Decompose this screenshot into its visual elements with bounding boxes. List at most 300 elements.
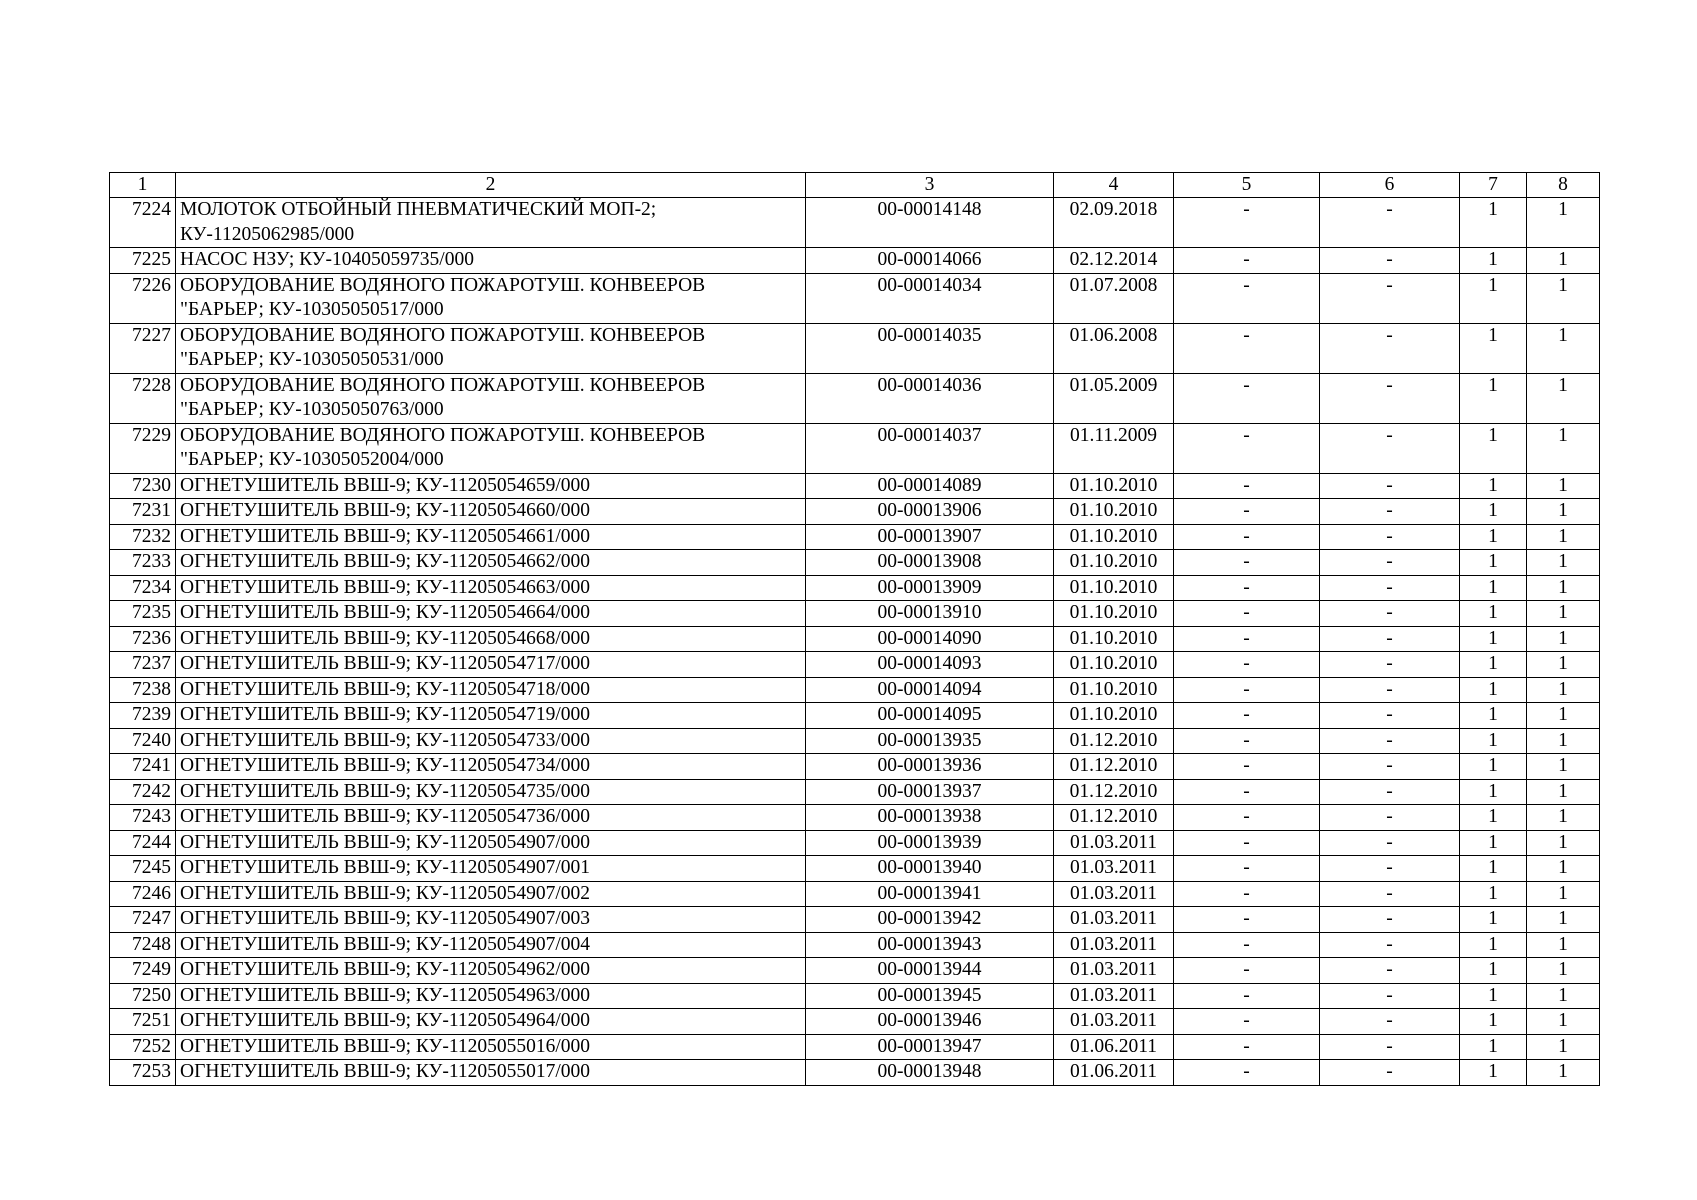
inventory-code-cell: 00-00013940: [806, 856, 1054, 882]
table-row: [110, 550, 1600, 576]
date-cell: 01.10.2010: [1054, 703, 1174, 729]
row-number-cell: 7227: [110, 323, 176, 373]
row-number-cell: 7250: [110, 983, 176, 1009]
item-name-line: ОГНЕТУШИТЕЛЬ ВВШ-9; КУ-11205054907/004: [180, 933, 591, 955]
inventory-code-cell: 00-00014034: [806, 273, 1054, 323]
col7-cell: 1: [1460, 323, 1527, 373]
col5-cell: -: [1174, 323, 1320, 373]
col8-cell: 1: [1527, 703, 1600, 729]
inventory-code-cell: 00-00013910: [806, 601, 1054, 627]
item-name-line: ОГНЕТУШИТЕЛЬ ВВШ-9; КУ-11205054718/000: [180, 678, 591, 700]
col6-cell: -: [1320, 1034, 1460, 1060]
date-cell: 01.03.2011: [1054, 958, 1174, 984]
inventory-code-cell: 00-00013937: [806, 779, 1054, 805]
col7-cell: 1: [1460, 626, 1527, 652]
col5-cell: -: [1174, 779, 1320, 805]
row-number-cell: 7249: [110, 958, 176, 984]
item-name-cell: [176, 932, 806, 958]
col8-cell: 1: [1527, 1009, 1600, 1035]
col6-cell: -: [1320, 323, 1460, 373]
col7-cell: 1: [1460, 907, 1527, 933]
inventory-code-cell: 00-00013936: [806, 754, 1054, 780]
header-row: [110, 173, 1600, 198]
col5-cell: -: [1174, 524, 1320, 550]
table-row: [110, 473, 1600, 499]
col6-cell: -: [1320, 907, 1460, 933]
row-number-cell: 7231: [110, 499, 176, 525]
inventory-code-cell: 00-00013908: [806, 550, 1054, 576]
item-name-line: ОГНЕТУШИТЕЛЬ ВВШ-9; КУ-11205054907/001: [180, 857, 591, 878]
table-row: [110, 248, 1600, 274]
table-row: [110, 677, 1600, 703]
col6-cell: -: [1320, 932, 1460, 958]
item-name-line: ОБОРУДОВАНИЕ ВОДЯНОГО ПОЖАРОТУШ. КОНВЕЕРОВ: [180, 424, 706, 446]
inventory-code-cell: 00-00013939: [806, 830, 1054, 856]
col7-cell: 1: [1460, 198, 1527, 248]
date-cell: 01.03.2011: [1054, 881, 1174, 907]
date-cell: 01.12.2010: [1054, 728, 1174, 754]
row-number-cell: 7232: [110, 524, 176, 550]
col5-cell: -: [1174, 805, 1320, 831]
inventory-code-cell: 00-00013944: [806, 958, 1054, 984]
item-name-cell: [176, 198, 806, 248]
document-page: [109, 172, 1599, 1086]
item-name-line: ОГНЕТУШИТЕЛЬ ВВШ-9; КУ-11205054663/000: [180, 576, 591, 598]
col8-cell: 1: [1527, 550, 1600, 576]
item-name-line: "БАРЬЕР; КУ-10305050763/000: [180, 399, 444, 420]
item-name-line: ОБОРУДОВАНИЕ ВОДЯНОГО ПОЖАРОТУШ. КОНВЕЕРОВ: [180, 274, 706, 296]
table-row: [110, 856, 1600, 882]
col6-cell: -: [1320, 524, 1460, 550]
date-cell: 01.03.2011: [1054, 983, 1174, 1009]
inventory-code-cell: 00-00013945: [806, 983, 1054, 1009]
col7-cell: 1: [1460, 958, 1527, 984]
item-name-cell: [176, 273, 806, 323]
col6-cell: -: [1320, 1009, 1460, 1035]
col7-cell: 1: [1460, 601, 1527, 627]
item-name-cell: [176, 983, 806, 1009]
date-cell: 01.03.2011: [1054, 830, 1174, 856]
col5-cell: -: [1174, 373, 1320, 423]
col7-cell: 1: [1460, 550, 1527, 576]
table-row: [110, 728, 1600, 754]
col8-cell: 1: [1527, 728, 1600, 754]
item-name-cell: [176, 1034, 806, 1060]
col6-cell: -: [1320, 499, 1460, 525]
col7-cell: 1: [1460, 677, 1527, 703]
col5-cell: -: [1174, 1034, 1320, 1060]
date-cell: 01.06.2008: [1054, 323, 1174, 373]
item-name-line: ОГНЕТУШИТЕЛЬ ВВШ-9; КУ-11205054734/000: [180, 755, 591, 776]
col6-cell: -: [1320, 805, 1460, 831]
row-number-cell: 7236: [110, 626, 176, 652]
table-row: [110, 1060, 1600, 1086]
table-row: [110, 626, 1600, 652]
col5-cell: -: [1174, 703, 1320, 729]
inventory-code-cell: 00-00013941: [806, 881, 1054, 907]
col5-cell: -: [1174, 677, 1320, 703]
col6-cell: -: [1320, 652, 1460, 678]
date-cell: 02.09.2018: [1054, 198, 1174, 248]
item-name-line: ОГНЕТУШИТЕЛЬ ВВШ-9; КУ-11205055017/000: [180, 1061, 591, 1082]
item-name-cell: [176, 248, 806, 274]
inventory-code-cell: 00-00014090: [806, 626, 1054, 652]
item-name-line: ОГНЕТУШИТЕЛЬ ВВШ-9; КУ-11205054664/000: [180, 602, 591, 623]
date-cell: 01.05.2009: [1054, 373, 1174, 423]
item-name-cell: [176, 805, 806, 831]
header-cell-4: 4: [1054, 173, 1174, 198]
item-name-line: ОГНЕТУШИТЕЛЬ ВВШ-9; КУ-11205054962/000: [180, 959, 591, 980]
item-name-line: МОЛОТОК ОТБОЙНЫЙ ПНЕВМАТИЧЕСКИЙ МОП-2;: [180, 199, 657, 220]
date-cell: 01.10.2010: [1054, 499, 1174, 525]
item-name-line: ОГНЕТУШИТЕЛЬ ВВШ-9; КУ-11205054907/000: [180, 831, 591, 853]
item-name-line: ОГНЕТУШИТЕЛЬ ВВШ-9; КУ-11205054659/000: [180, 474, 591, 496]
inventory-code-cell: 00-00014035: [806, 323, 1054, 373]
col7-cell: 1: [1460, 983, 1527, 1009]
row-number-cell: 7224: [110, 198, 176, 248]
row-number-cell: 7238: [110, 677, 176, 703]
row-number-cell: 7253: [110, 1060, 176, 1086]
row-number-cell: 7226: [110, 273, 176, 323]
table-row: [110, 703, 1600, 729]
row-number-cell: 7240: [110, 728, 176, 754]
col7-cell: 1: [1460, 248, 1527, 274]
col5-cell: -: [1174, 626, 1320, 652]
inventory-code-cell: 00-00013947: [806, 1034, 1054, 1060]
col7-cell: 1: [1460, 1009, 1527, 1035]
col7-cell: 1: [1460, 881, 1527, 907]
item-name-line: ОГНЕТУШИТЕЛЬ ВВШ-9; КУ-11205054907/002: [180, 882, 591, 904]
table-row: [110, 779, 1600, 805]
item-name-cell: [176, 830, 806, 856]
item-name-cell: [176, 499, 806, 525]
row-number-cell: 7244: [110, 830, 176, 856]
col6-cell: -: [1320, 779, 1460, 805]
col6-cell: -: [1320, 958, 1460, 984]
col5-cell: -: [1174, 273, 1320, 323]
col6-cell: -: [1320, 248, 1460, 274]
col7-cell: 1: [1460, 1034, 1527, 1060]
col5-cell: -: [1174, 1009, 1320, 1035]
header-cell-5: 5: [1174, 173, 1320, 198]
col6-cell: -: [1320, 830, 1460, 856]
item-name-cell: [176, 728, 806, 754]
table-row: [110, 524, 1600, 550]
inventory-code-cell: 00-00014036: [806, 373, 1054, 423]
col5-cell: -: [1174, 958, 1320, 984]
row-number-cell: 7242: [110, 779, 176, 805]
col5-cell: -: [1174, 652, 1320, 678]
col8-cell: 1: [1527, 779, 1600, 805]
col6-cell: -: [1320, 677, 1460, 703]
date-cell: 01.10.2010: [1054, 550, 1174, 576]
table-row: [110, 1034, 1600, 1060]
item-name-line: ОГНЕТУШИТЕЛЬ ВВШ-9; КУ-11205054963/000: [180, 984, 591, 1006]
col5-cell: -: [1174, 881, 1320, 907]
date-cell: 01.06.2011: [1054, 1060, 1174, 1086]
header-cell-6: 6: [1320, 173, 1460, 198]
item-name-cell: [176, 779, 806, 805]
row-number-cell: 7229: [110, 423, 176, 473]
inventory-code-cell: 00-00014093: [806, 652, 1054, 678]
item-name-cell: [176, 1009, 806, 1035]
inventory-code-cell: 00-00014148: [806, 198, 1054, 248]
col7-cell: 1: [1460, 779, 1527, 805]
row-number-cell: 7252: [110, 1034, 176, 1060]
col5-cell: -: [1174, 423, 1320, 473]
item-name-cell: [176, 423, 806, 473]
inventory-code-cell: 00-00013906: [806, 499, 1054, 525]
item-name-line: ОГНЕТУШИТЕЛЬ ВВШ-9; КУ-11205054661/000: [180, 525, 591, 547]
date-cell: 01.07.2008: [1054, 273, 1174, 323]
col5-cell: -: [1174, 1060, 1320, 1086]
col6-cell: -: [1320, 198, 1460, 248]
col6-cell: -: [1320, 754, 1460, 780]
col8-cell: 1: [1527, 907, 1600, 933]
inventory-code-cell: 00-00013909: [806, 575, 1054, 601]
table-row: [110, 805, 1600, 831]
item-name-line: ОГНЕТУШИТЕЛЬ ВВШ-9; КУ-11205055016/000: [180, 1035, 591, 1057]
table-row: [110, 373, 1600, 423]
col6-cell: -: [1320, 601, 1460, 627]
item-name-line: ОБОРУДОВАНИЕ ВОДЯНОГО ПОЖАРОТУШ. КОНВЕЕРОВ: [180, 374, 706, 396]
item-name-line: ОГНЕТУШИТЕЛЬ ВВШ-9; КУ-11205054662/000: [180, 551, 591, 572]
item-name-line: ОГНЕТУШИТЕЛЬ ВВШ-9; КУ-11205054719/000: [180, 704, 591, 725]
col6-cell: -: [1320, 575, 1460, 601]
col6-cell: -: [1320, 983, 1460, 1009]
inventory-code-cell: 00-00013942: [806, 907, 1054, 933]
col7-cell: 1: [1460, 728, 1527, 754]
table-row: [110, 907, 1600, 933]
col8-cell: 1: [1527, 830, 1600, 856]
item-name-cell: [176, 323, 806, 373]
date-cell: 01.03.2011: [1054, 1009, 1174, 1035]
row-number-cell: 7251: [110, 1009, 176, 1035]
col8-cell: 1: [1527, 1060, 1600, 1086]
inventory-code-cell: 00-00013938: [806, 805, 1054, 831]
table-body: [110, 173, 1600, 1086]
table-row: [110, 652, 1600, 678]
col7-cell: 1: [1460, 575, 1527, 601]
inventory-code-cell: 00-00014037: [806, 423, 1054, 473]
inventory-code-cell: 00-00014094: [806, 677, 1054, 703]
col6-cell: -: [1320, 423, 1460, 473]
item-name-line: ОГНЕТУШИТЕЛЬ ВВШ-9; КУ-11205054736/000: [180, 806, 591, 827]
item-name-cell: [176, 907, 806, 933]
col8-cell: 1: [1527, 423, 1600, 473]
item-name-line: "БАРЬЕР; КУ-10305050531/000: [180, 349, 444, 370]
col8-cell: 1: [1527, 248, 1600, 274]
item-name-cell: [176, 754, 806, 780]
item-name-cell: [176, 626, 806, 652]
col7-cell: 1: [1460, 652, 1527, 678]
item-name-line: ОГНЕТУШИТЕЛЬ ВВШ-9; КУ-11205054717/000: [180, 653, 591, 674]
col8-cell: 1: [1527, 499, 1600, 525]
col7-cell: 1: [1460, 754, 1527, 780]
col8-cell: 1: [1527, 626, 1600, 652]
table-row: [110, 754, 1600, 780]
col6-cell: -: [1320, 728, 1460, 754]
col5-cell: -: [1174, 499, 1320, 525]
col7-cell: 1: [1460, 473, 1527, 499]
table-row: [110, 958, 1600, 984]
date-cell: 01.03.2011: [1054, 932, 1174, 958]
table-row: [110, 881, 1600, 907]
row-number-cell: 7248: [110, 932, 176, 958]
row-number-cell: 7228: [110, 373, 176, 423]
col5-cell: -: [1174, 550, 1320, 576]
col5-cell: -: [1174, 932, 1320, 958]
item-name-line: ОГНЕТУШИТЕЛЬ ВВШ-9; КУ-11205054735/000: [180, 780, 591, 802]
col8-cell: 1: [1527, 575, 1600, 601]
row-number-cell: 7246: [110, 881, 176, 907]
col8-cell: 1: [1527, 881, 1600, 907]
date-cell: 01.12.2010: [1054, 805, 1174, 831]
header-cell-7: 7: [1460, 173, 1527, 198]
col7-cell: 1: [1460, 499, 1527, 525]
item-name-cell: [176, 677, 806, 703]
col5-cell: -: [1174, 830, 1320, 856]
item-name-cell: [176, 958, 806, 984]
inventory-code-cell: 00-00014095: [806, 703, 1054, 729]
item-name-line: ОГНЕТУШИТЕЛЬ ВВШ-9; КУ-11205054964/000: [180, 1010, 591, 1031]
date-cell: 01.10.2010: [1054, 652, 1174, 678]
col6-cell: -: [1320, 856, 1460, 882]
col6-cell: -: [1320, 626, 1460, 652]
table-row: [110, 932, 1600, 958]
row-number-cell: 7225: [110, 248, 176, 274]
row-number-cell: 7235: [110, 601, 176, 627]
date-cell: 01.11.2009: [1054, 423, 1174, 473]
row-number-cell: 7243: [110, 805, 176, 831]
col7-cell: 1: [1460, 932, 1527, 958]
item-name-line: "БАРЬЕР; КУ-10305050517/000: [180, 299, 444, 320]
row-number-cell: 7247: [110, 907, 176, 933]
col8-cell: 1: [1527, 677, 1600, 703]
item-name-cell: [176, 1060, 806, 1086]
item-name-cell: [176, 550, 806, 576]
date-cell: 01.10.2010: [1054, 626, 1174, 652]
inventory-code-cell: 00-00013943: [806, 932, 1054, 958]
item-name-line: ОГНЕТУШИТЕЛЬ ВВШ-9; КУ-11205054733/000: [180, 729, 591, 751]
date-cell: 01.10.2010: [1054, 575, 1174, 601]
row-number-cell: 7233: [110, 550, 176, 576]
table-row: [110, 601, 1600, 627]
col6-cell: -: [1320, 273, 1460, 323]
table-row: [110, 1009, 1600, 1035]
col8-cell: 1: [1527, 805, 1600, 831]
item-name-line: ОБОРУДОВАНИЕ ВОДЯНОГО ПОЖАРОТУШ. КОНВЕЕРОВ: [180, 324, 706, 346]
date-cell: 01.03.2011: [1054, 907, 1174, 933]
date-cell: 01.10.2010: [1054, 524, 1174, 550]
col8-cell: 1: [1527, 983, 1600, 1009]
table-row: [110, 423, 1600, 473]
col5-cell: -: [1174, 856, 1320, 882]
header-cell-8: 8: [1527, 173, 1600, 198]
col8-cell: 1: [1527, 373, 1600, 423]
inventory-code-cell: 00-00014066: [806, 248, 1054, 274]
item-name-cell: [176, 601, 806, 627]
col5-cell: -: [1174, 198, 1320, 248]
col8-cell: 1: [1527, 473, 1600, 499]
col7-cell: 1: [1460, 703, 1527, 729]
item-name-line: ОГНЕТУШИТЕЛЬ ВВШ-9; КУ-11205054668/000: [180, 627, 591, 649]
col6-cell: -: [1320, 703, 1460, 729]
inventory-code-cell: 00-00013935: [806, 728, 1054, 754]
date-cell: 01.12.2010: [1054, 779, 1174, 805]
col8-cell: 1: [1527, 198, 1600, 248]
inventory-code-cell: 00-00014089: [806, 473, 1054, 499]
date-cell: 01.10.2010: [1054, 473, 1174, 499]
date-cell: 01.03.2011: [1054, 856, 1174, 882]
item-name-cell: [176, 524, 806, 550]
date-cell: 02.12.2014: [1054, 248, 1174, 274]
inventory-code-cell: 00-00013948: [806, 1060, 1054, 1086]
col7-cell: 1: [1460, 373, 1527, 423]
header-cell-1: 1: [110, 173, 176, 198]
col8-cell: 1: [1527, 601, 1600, 627]
col5-cell: -: [1174, 728, 1320, 754]
table-row: [110, 273, 1600, 323]
col5-cell: -: [1174, 983, 1320, 1009]
table-row: [110, 499, 1600, 525]
col7-cell: 1: [1460, 805, 1527, 831]
col8-cell: 1: [1527, 524, 1600, 550]
col5-cell: -: [1174, 907, 1320, 933]
col5-cell: -: [1174, 601, 1320, 627]
table-row: [110, 983, 1600, 1009]
date-cell: 01.10.2010: [1054, 601, 1174, 627]
row-number-cell: 7237: [110, 652, 176, 678]
item-name-cell: [176, 856, 806, 882]
col8-cell: 1: [1527, 958, 1600, 984]
col5-cell: -: [1174, 754, 1320, 780]
date-cell: 01.06.2011: [1054, 1034, 1174, 1060]
inventory-code-cell: 00-00013907: [806, 524, 1054, 550]
item-name-cell: [176, 373, 806, 423]
col8-cell: 1: [1527, 1034, 1600, 1060]
item-name-cell: [176, 473, 806, 499]
col7-cell: 1: [1460, 423, 1527, 473]
row-number-cell: 7234: [110, 575, 176, 601]
col6-cell: -: [1320, 550, 1460, 576]
item-name-line: ОГНЕТУШИТЕЛЬ ВВШ-9; КУ-11205054907/003: [180, 908, 591, 929]
inventory-code-cell: 00-00013946: [806, 1009, 1054, 1035]
row-number-cell: 7241: [110, 754, 176, 780]
item-name-line: КУ-11205062985/000: [180, 223, 355, 245]
header-cell-2: 2: [176, 173, 806, 198]
col7-cell: 1: [1460, 830, 1527, 856]
col8-cell: 1: [1527, 652, 1600, 678]
row-number-cell: 7239: [110, 703, 176, 729]
row-number-cell: 7230: [110, 473, 176, 499]
item-name-line: НАСОС НЗУ; КУ-10405059735/000: [180, 249, 474, 270]
header-cell-3: 3: [806, 173, 1054, 198]
table-row: [110, 323, 1600, 373]
item-name-cell: [176, 575, 806, 601]
date-cell: 01.12.2010: [1054, 754, 1174, 780]
col7-cell: 1: [1460, 273, 1527, 323]
col8-cell: 1: [1527, 323, 1600, 373]
col8-cell: 1: [1527, 754, 1600, 780]
item-name-cell: [176, 652, 806, 678]
col6-cell: -: [1320, 373, 1460, 423]
col7-cell: 1: [1460, 1060, 1527, 1086]
col6-cell: -: [1320, 881, 1460, 907]
table-row: [110, 830, 1600, 856]
col6-cell: -: [1320, 473, 1460, 499]
col5-cell: -: [1174, 473, 1320, 499]
